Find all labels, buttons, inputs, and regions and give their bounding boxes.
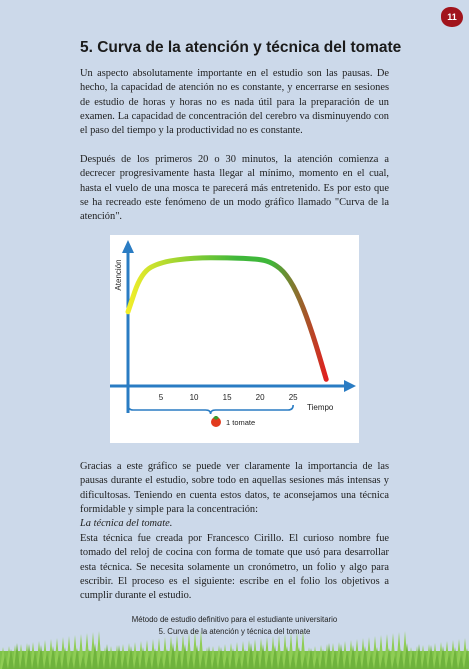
x-tick-label: 15 xyxy=(222,393,232,402)
paragraph-attention-decline: Después de los primeros 20 o 30 minutos, la atención comienza a decrecer progresivamente hasta llegar al mínimo, momento en el cual, hasta el vuelo de una mosca te parecerá más entretenido. Es por esto que se ha recreado este fenómeno de un modo gráfico llamado "Curva de la atención". xyxy=(80,154,389,223)
paragraph-pauses: Un aspecto absolutamente importante en el estudio son las pausas. De hecho, la capacidad de atención no es constante, y encerrarse en sesiones de estudio de horas y horas no es nada útil para la preparación de un examen. La capacidad de concentración del cerebro va disminuyendo con el paso del tiempo y la productividad no es constante. xyxy=(80,68,389,137)
section-title: 5. Curva de la atención y técnica del tomate xyxy=(80,39,402,56)
x-tick-label: 10 xyxy=(189,393,199,402)
grass-decoration xyxy=(0,629,469,669)
footer-book-title: Método de estudio definitivo para el estudiante universitario xyxy=(131,615,338,624)
page-number-badge xyxy=(441,7,463,27)
curve-points xyxy=(128,258,326,380)
x-tick-label: 25 xyxy=(288,393,298,402)
tomato-bracket xyxy=(128,405,293,414)
subheading-tomato-technique: La técnica del tomate. xyxy=(80,518,173,529)
x-tick-labels xyxy=(159,393,298,402)
x-axis-arrow-icon xyxy=(344,380,356,392)
attention-curve-figure xyxy=(110,235,359,443)
attention-curve-chart xyxy=(110,235,359,443)
page-number: 11 xyxy=(447,12,457,22)
x-axis-label: Tiempo xyxy=(307,403,334,412)
footer-section-title: 5. Curva de la atención y técnica del tomate xyxy=(158,627,311,636)
attention-curve-line xyxy=(128,258,326,380)
y-axis-label: Atención xyxy=(114,259,123,291)
paragraph-tomato-technique: Esta técnica fue creada por Francesco Cirillo. El curioso nombre fue tomado del reloj de cocina con forma de tomate que usó para desarrollar esta técnica. Se necesita solamente un cronómetro, un folio y algo para escribir. El proceso es el siguiente: escribe en el folio los objetivos a cumplir durante el estudio. xyxy=(80,533,389,602)
paragraph-graph-conclusion: Gracias a este gráfico se puede ver claramente la importancia de las pausas durante el estudio, sobre todo en aquellas sesiones más intensas y dificultosas. Teniendo en cuenta estos datos, te aconsejamos una técnica formidable y simple para la concentración: xyxy=(80,461,389,515)
x-tick-label: 5 xyxy=(158,393,164,402)
bracket-label: 1 tomate xyxy=(226,418,256,427)
x-tick-label: 20 xyxy=(255,393,265,402)
y-axis-arrow-icon xyxy=(122,240,134,253)
tomato-icon xyxy=(211,416,221,427)
